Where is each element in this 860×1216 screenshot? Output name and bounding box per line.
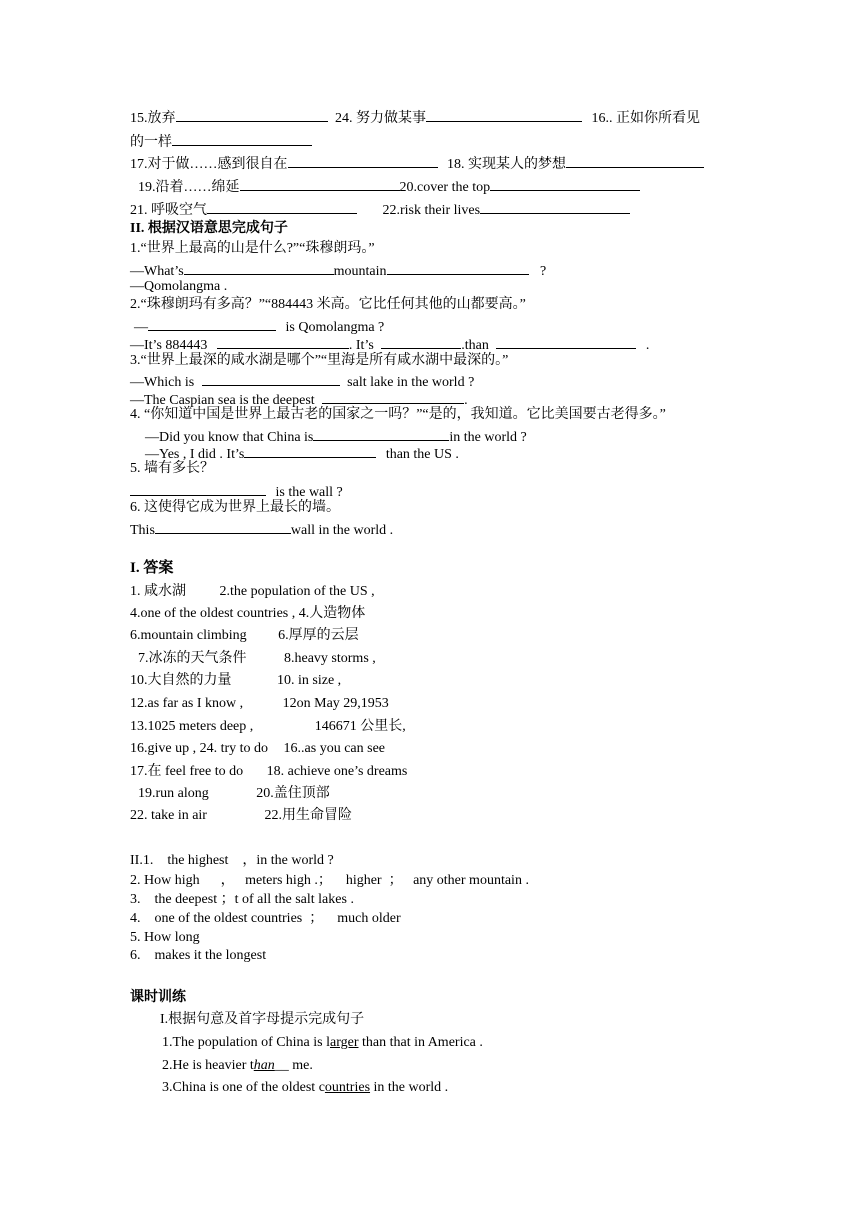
answer2-line: 5. How long [130, 930, 200, 945]
answer-item: 19.run along [138, 786, 209, 801]
q4-l2a: —Yes , I did . It’s [145, 447, 245, 462]
answer-line [130, 696, 389, 712]
q4-chinese: 4. “你知道中国是世界上最古老的国家之一吗？”“是的，我知道。它比美国要古老得多。” [130, 407, 666, 422]
answer-item: 1. 咸水湖 [130, 584, 186, 599]
practice-sentence-1 [162, 1035, 483, 1051]
practice-sentence-2 [162, 1058, 313, 1074]
q5-part1: is the wall ? [275, 485, 343, 500]
answer-item: 7.冰冻的天气条件 [138, 651, 247, 666]
q3-l2a: —The Caspian sea is the deepest [130, 393, 315, 408]
answer-item: 10. in size , [277, 673, 342, 688]
q1-answer: —Qomolangma . [130, 279, 228, 294]
answer-item: 6.mountain climbing [130, 628, 247, 643]
answer-blank [202, 371, 340, 386]
answer-blank [313, 426, 449, 441]
q6-chinese: 6. 这使得它成为世界上最长的墙。 [130, 500, 340, 515]
answer-blank [288, 153, 438, 168]
answer-line [130, 808, 352, 824]
q5-chinese: 5. 墙有多长？ [130, 461, 214, 476]
q6-part1: This [130, 523, 155, 538]
answer-blank [207, 199, 357, 214]
answer-item: 20.盖住顶部 [256, 786, 330, 801]
q1-part3: ? [540, 264, 547, 279]
q3-part1: —Which is [130, 375, 195, 390]
answer-blank [176, 107, 328, 122]
q2-l2d: . [645, 338, 650, 353]
sentence-text: than that in America . [358, 1035, 483, 1050]
answer-blank [172, 131, 312, 146]
answer-blank [244, 443, 376, 458]
phrase-15: 15.放弃 [130, 111, 176, 126]
answer-item: 4.one of the oldest countries , 4.人造物体 [130, 606, 366, 621]
section-2-heading: II. 根据汉语意思完成句子 [130, 221, 288, 236]
answer-item: 12on May 29,1953 [282, 696, 389, 711]
answer-item: 18. achieve one’s dreams [266, 764, 408, 779]
q2-l2a: —It’s 884443 [130, 338, 208, 353]
answer-item: 8.heavy storms , [284, 651, 376, 666]
phrase-21: 21. 呼吸空气 [130, 203, 207, 218]
answer-line [138, 786, 330, 802]
phrase-24: 24. 努力做某事 [335, 111, 426, 126]
answer2-line: 2. How high ， meters high .； higher ； any other mountain . [130, 873, 529, 888]
answer-item: 16.give up , 24. try to do [130, 741, 269, 756]
answer-blank [240, 176, 400, 191]
phrase-row-1-cont [130, 131, 312, 151]
q2-l2c: .than [461, 338, 489, 353]
q3-part2: salt lake in the world ? [347, 375, 475, 390]
answer-blank [148, 316, 276, 331]
q6-part2: wall in the world . [290, 523, 394, 538]
answer-blank [490, 176, 640, 191]
answer-item: 2.the population of the US , [219, 584, 375, 599]
answer-blank [184, 260, 334, 275]
answer-item: 12.as far as I know , [130, 696, 244, 711]
q4-l2b: than the US . [385, 447, 459, 462]
phrase-19: 19.沿着……绵延 [138, 180, 240, 195]
practice-heading: 课时训练 [130, 990, 186, 1005]
sentence-text: in the world . [370, 1080, 449, 1095]
phrase-row-3 [138, 176, 640, 196]
answer-blank [426, 107, 582, 122]
sentence-text: me. [288, 1058, 313, 1073]
answer2-line: 3. the deepest ；t of all the salt lakes . [130, 892, 354, 907]
answer-line [138, 651, 376, 667]
q2-part1: — [134, 320, 148, 335]
practice-sentence-3 [162, 1080, 448, 1096]
phrase-17: 17.对于做……感到很自在 [130, 157, 288, 172]
q4-part1: —Did you know that China is [145, 430, 314, 445]
q1-line [130, 260, 546, 280]
q2-chinese: 2.“珠穆朗玛有多高？”“884443 米高。它比任何其他的山都要高。” [130, 297, 526, 312]
answer-line [130, 628, 359, 644]
answer-item: 16..as you can see [283, 741, 386, 756]
answer-line [130, 719, 406, 735]
phrase-16: 16.. 正如你所看见 [591, 111, 700, 126]
answer-line [130, 741, 385, 757]
filled-answer: ountries [324, 1080, 371, 1095]
answer-blank [566, 153, 704, 168]
answer2-line: 6. makes it the longest [130, 948, 267, 963]
answer-blank [496, 334, 636, 349]
answer-item: 22.用生命冒险 [264, 808, 352, 823]
filled-answer: arger [329, 1035, 359, 1050]
phrase-16-cont: 的一样 [130, 135, 172, 150]
answer-blank [480, 199, 630, 214]
q4-part2: in the world ? [449, 430, 527, 445]
q2-l2b: . It’s [348, 338, 374, 353]
phrase-18: 18. 实现某人的梦想 [447, 157, 566, 172]
sentence-text: 1.The population of China is l [162, 1035, 330, 1050]
answer-blank [381, 334, 461, 349]
phrase-row-4 [130, 199, 630, 219]
practice-subheading: I.根据句意及首字母提示完成句子 [160, 1012, 365, 1027]
answer-item: 13.1025 meters deep , [130, 719, 254, 734]
answer-blank [322, 389, 464, 404]
q1-part1: —What’s [130, 264, 184, 279]
answer-blank [130, 481, 266, 496]
q6-line [130, 519, 393, 539]
answer-item: 10.大自然的力量 [130, 673, 232, 688]
answer2-line: 4. one of the oldest countries ； much older [130, 911, 401, 926]
q3-l2b: . [464, 393, 468, 408]
q2-line2 [130, 334, 649, 354]
phrase-row-1 [130, 107, 700, 127]
q1-part2: mountain [333, 264, 387, 279]
answer-blank [387, 260, 529, 275]
filled-answer: han [253, 1058, 275, 1073]
answer-line [130, 584, 375, 600]
answer-blank [217, 334, 349, 349]
answer-line [130, 606, 365, 622]
answer2-line: II.1. the highest ，in the world ? [130, 853, 334, 868]
answer-item: 17.在 feel free to do [130, 764, 244, 779]
answer-item: 22. take in air [130, 808, 207, 823]
sentence-text: 2.He is heavier t [162, 1058, 254, 1073]
answer-line [130, 673, 341, 689]
answers-1-heading: I. 答案 [130, 560, 174, 576]
answer-line [130, 764, 407, 780]
q3-chinese: 3.“世界上最深的咸水湖是哪个”“里海是所有咸水湖中最深的。” [130, 353, 509, 368]
phrase-row-2 [130, 153, 704, 173]
q2-part2: is Qomolangma ? [285, 320, 385, 335]
phrase-22: 22.risk their lives [382, 203, 481, 218]
q1-chinese: 1.“世界上最高的山是什么?”“珠穆朗玛。” [130, 241, 375, 256]
answer-item: 146671 公里长, [314, 719, 406, 734]
q5-line [130, 481, 343, 501]
answer-item: 6.厚厚的云层 [278, 628, 359, 643]
sentence-text: 3.China is one of the oldest c [162, 1080, 325, 1095]
blank-tail: __ [274, 1058, 289, 1073]
phrase-20: 20.cover the top [399, 180, 491, 195]
answer-blank [155, 519, 291, 534]
